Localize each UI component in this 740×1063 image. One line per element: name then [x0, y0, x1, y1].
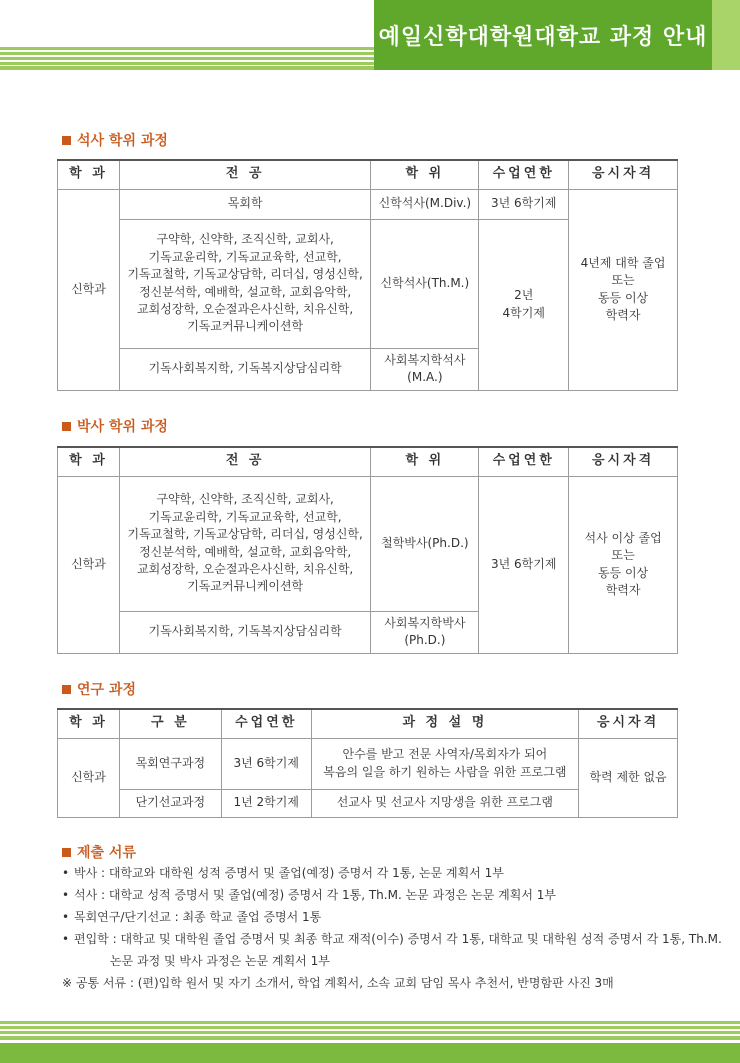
major-line: 기독교커뮤니케이션학 — [187, 579, 304, 594]
program-type-cell: 목회연구과정 — [119, 738, 221, 789]
qualification-cell: 학력 제한 없음 — [579, 738, 678, 817]
years-cell: 3년 6학기제 — [221, 738, 311, 789]
dept-cell: 신학과 — [58, 189, 120, 390]
major-cell: 기독사회복지학, 기독복지상담심리학 — [119, 611, 371, 653]
table-row — [58, 189, 678, 219]
table-header-row — [58, 709, 678, 738]
qualification-cell — [569, 189, 678, 390]
column-header: 전 공 — [119, 160, 371, 189]
dept-cell: 신학과 — [58, 476, 120, 653]
qual-line: 또는 — [611, 273, 635, 288]
major-cell — [119, 476, 371, 611]
column-header: 학 과 — [58, 709, 120, 738]
qual-line: 학력자 — [605, 582, 641, 597]
degree-cell — [371, 611, 479, 653]
major-line: 교회성장학, 오순절과은사신학, 치유신학, — [137, 301, 354, 316]
degree-line: 사회복지학석사 — [384, 352, 466, 367]
qualification-cell — [569, 476, 678, 653]
column-header: 응시자격 — [579, 709, 678, 738]
years-line: 4학기제 — [502, 305, 545, 320]
major-line: 구약학, 신약학, 조직신학, 교회사, — [156, 492, 334, 507]
major-line: 정신분석학, 예배학, 설교학, 교회음악학, — [139, 284, 352, 299]
bullet-icon: • — [62, 866, 70, 880]
footer-stripe — [0, 1036, 740, 1040]
research-heading-text: 연구 과정 — [77, 682, 136, 698]
header-bar — [0, 0, 740, 70]
column-header: 학 위 — [371, 160, 479, 189]
qual-line: 동등 이상 — [597, 290, 649, 305]
header-stripe — [0, 57, 374, 60]
bullet-icon: • — [62, 932, 70, 946]
desc-line: 안수를 받고 전문 사역자/목회자가 되어 — [342, 747, 548, 762]
bullet-icon: • — [62, 910, 70, 924]
dept-cell: 신학과 — [58, 738, 120, 817]
footer-stripe — [0, 1043, 740, 1063]
square-bullet-icon — [62, 422, 71, 431]
qual-line: 석사 이상 졸업 — [584, 530, 662, 545]
column-header: 전 공 — [119, 447, 371, 476]
list-item-continuation: 논문 과정 및 박사 과정은 논문 계획서 1부 — [110, 954, 330, 968]
column-header: 구 분 — [119, 709, 221, 738]
research-heading — [62, 679, 136, 699]
list-item — [62, 862, 722, 884]
degree-cell: 신학석사(Th.M.) — [371, 219, 479, 348]
column-header: 수업연한 — [479, 447, 569, 476]
major-line: 기독교커뮤니케이션학 — [187, 319, 304, 334]
square-bullet-icon — [62, 848, 71, 857]
list-item — [62, 906, 722, 928]
header-stripe — [0, 47, 374, 50]
doctoral-heading-text: 박사 학위 과정 — [77, 419, 168, 435]
column-header: 학 과 — [58, 447, 120, 476]
list-item-text: 석사 : 대학교 성적 증명서 및 졸업(예정) 증명서 각 1통, Th.M. 논문 과정은 논문 계획서 1부 — [74, 888, 556, 902]
column-header: 수업연한 — [221, 709, 311, 738]
documents-heading-text: 제출 서류 — [77, 845, 136, 861]
major-cell: 기독사회복지학, 기독복지상담심리학 — [119, 348, 371, 390]
major-line: 기독교윤리학, 기독교교육학, 선교학, — [148, 509, 342, 524]
square-bullet-icon — [62, 685, 71, 694]
documents-list — [62, 862, 722, 994]
table-row — [58, 738, 678, 789]
masters-table — [57, 159, 678, 391]
masters-heading — [62, 130, 168, 150]
column-header: 응시자격 — [569, 447, 678, 476]
major-line: 교회성장학, 오순절과은사신학, 치유신학, — [137, 561, 354, 576]
bullet-icon: • — [62, 888, 70, 902]
years-cell: 3년 6학기제 — [479, 476, 569, 653]
degree-cell: 철학박사(Ph.D.) — [371, 476, 479, 611]
degree-line: 사회복지학박사 — [384, 615, 466, 630]
program-type-cell: 단기선교과정 — [119, 789, 221, 817]
masters-heading-text: 석사 학위 과정 — [77, 133, 168, 149]
header-tail — [712, 0, 740, 70]
column-header: 과 정 설 명 — [311, 709, 579, 738]
qual-line: 학력자 — [605, 307, 641, 322]
degree-line: (M.A.) — [407, 370, 443, 384]
major-line: 기독교윤리학, 기독교교육학, 선교학, — [148, 249, 342, 264]
footer-stripe — [0, 1026, 740, 1029]
header-stripe — [0, 66, 374, 70]
header-stripe — [0, 52, 374, 55]
list-item-text: 목회연구/단기선교 : 최종 학교 졸업 증명서 1통 — [74, 910, 322, 924]
description-cell: 선교사 및 선교사 지망생을 위한 프로그램 — [311, 789, 579, 817]
major-cell: 목회학 — [119, 189, 371, 219]
degree-cell — [371, 348, 479, 390]
doctoral-heading — [62, 416, 168, 436]
description-cell — [311, 738, 579, 789]
list-item-text: 박사 : 대학교와 대학원 성적 증명서 및 졸업(예정) 증명서 각 1통, 논문 계획서 1부 — [74, 866, 504, 880]
column-header: 응시자격 — [569, 160, 678, 189]
qual-line: 4년제 대학 졸업 — [580, 255, 666, 270]
years-cell — [479, 219, 569, 390]
footer-stripe — [0, 1031, 740, 1034]
desc-line: 복음의 일을 하기 원하는 사람을 위한 프로그램 — [323, 764, 567, 779]
page-title: 예일신학대학원대학교 과정 안내 — [374, 0, 712, 70]
years-cell: 3년 6학기제 — [479, 189, 569, 219]
table-header-row — [58, 447, 678, 476]
column-header: 수업연한 — [479, 160, 569, 189]
years-line: 2년 — [514, 288, 534, 303]
doctoral-table — [57, 446, 678, 654]
research-table — [57, 708, 678, 818]
degree-cell: 신학석사(M.Div.) — [371, 189, 479, 219]
list-item — [62, 884, 722, 906]
major-line: 기독교철학, 기독교상담학, 리더십, 영성신학, — [127, 267, 363, 282]
major-cell — [119, 219, 371, 348]
list-item-text: 편입학 : 대학교 및 대학원 졸업 증명서 및 최종 학교 재적(이수) 증명서 각 1통, 대학교 및 대학원 성적 증명서 각 1통, Th.M. — [74, 932, 722, 946]
years-cell: 1년 2학기제 — [221, 789, 311, 817]
qual-line: 동등 이상 — [597, 565, 649, 580]
footer-stripe — [0, 1021, 740, 1024]
common-documents-note: ※ 공통 서류 : (편)입학 원서 및 자기 소개서, 학업 계획서, 소속 교회 담임 목사 추천서, 반명함판 사진 3매 — [62, 976, 614, 990]
major-line: 정신분석학, 예배학, 설교학, 교회음악학, — [139, 544, 352, 559]
square-bullet-icon — [62, 136, 71, 145]
footer-bar — [0, 1021, 740, 1063]
qual-line: 또는 — [611, 548, 635, 563]
documents-heading — [62, 842, 136, 862]
table-row — [58, 476, 678, 611]
table-header-row — [58, 160, 678, 189]
column-header: 학 과 — [58, 160, 120, 189]
degree-line: (Ph.D.) — [404, 633, 446, 647]
major-line: 기독교철학, 기독교상담학, 리더십, 영성신학, — [127, 527, 363, 542]
major-line: 구약학, 신약학, 조직신학, 교회사, — [156, 232, 334, 247]
list-item — [62, 928, 722, 950]
header-stripe — [0, 62, 374, 65]
column-header: 학 위 — [371, 447, 479, 476]
